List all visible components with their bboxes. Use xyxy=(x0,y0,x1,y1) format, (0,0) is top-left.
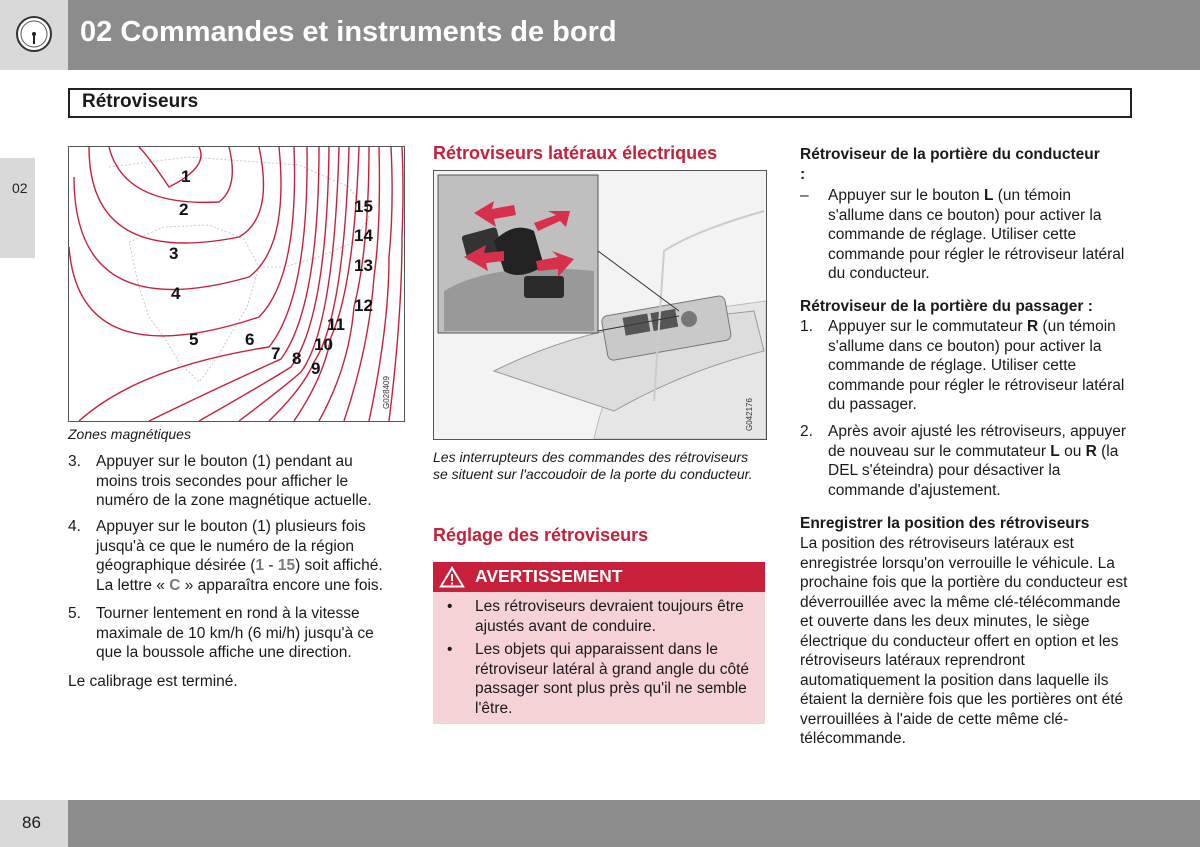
zone-label-14: 14 xyxy=(354,226,373,245)
mirror-adjust-heading: Réglage des rétroviseurs xyxy=(433,525,649,545)
chapter-side-tab xyxy=(0,158,35,258)
page-number: 86 xyxy=(22,813,41,832)
zone-label-11: 11 xyxy=(327,315,345,334)
zone-label-12: 12 xyxy=(354,296,373,315)
page-number-box xyxy=(0,800,68,847)
page-footer xyxy=(0,800,1200,847)
zone-label-15: 15 xyxy=(354,197,373,216)
gauge-icon xyxy=(15,15,53,53)
driver-mirror-heading: Rétroviseur de la portière du conducteur : xyxy=(800,146,1100,183)
zone-label-3: 3 xyxy=(169,244,179,263)
armrest-illustration xyxy=(434,171,766,439)
side-tab-label: 02 xyxy=(12,180,28,196)
chapter-title: 02 Commandes et instruments de bord xyxy=(80,16,617,48)
warning-title: AVERTISSEMENT xyxy=(475,566,623,586)
zone-label-8: 8 xyxy=(292,349,302,368)
zone-label-9: 9 xyxy=(311,359,321,378)
zone-label-1: 1 xyxy=(181,167,191,186)
memory-paragraph: La position des rétroviseurs latéraux est enregistrée lorsqu'on verrouille le véhicule. La prochaine fois que la portière du conducteur est déverrouillée avec la même clé-télécommande et ouverte dans les deux minutes, le siège électrique du conducteur offert en option et les rétroviseurs latéraux reprendront automatiquement la position dans laquelle ils étaient la dernière fois que les portières ont été verrouillées à l'aide de cette même clé-télécommande. xyxy=(800,535,1128,747)
passenger-mirror-heading: Rétroviseur de la portière du passager : xyxy=(800,298,1093,315)
warning-header xyxy=(433,562,765,592)
calibration-done: Le calibrage est terminé. xyxy=(68,673,238,690)
image-code: G042176 xyxy=(745,398,754,431)
mirror-switch-image xyxy=(433,170,767,440)
zone-label-10: 10 xyxy=(314,335,333,354)
section-title: Rétroviseurs xyxy=(82,91,199,112)
footer-bar xyxy=(68,800,1200,847)
magnetic-zones-map-graphic xyxy=(69,147,404,421)
warning-bullet-2: Les objets qui apparaissent dans le rétroviseur latéral à grand angle du côté passager sont plus près qu'il ne semble l'être. xyxy=(475,641,749,717)
map-caption: Zones magnétiques xyxy=(68,426,191,442)
chapter-icon-box xyxy=(0,0,68,70)
switch-caption: Les interrupteurs des commandes des rétroviseurs se situent sur l'accoudoir de la porte du conducteur. xyxy=(433,449,753,482)
zone-label-4: 4 xyxy=(171,284,181,303)
bullet-marker: • xyxy=(447,598,453,615)
electric-mirrors-heading: Rétroviseurs latéraux électriques xyxy=(433,143,718,163)
memory-heading: Enregistrer la position des rétroviseurs xyxy=(800,515,1090,532)
warning-bullet-1: Les rétroviseurs devraient toujours être ajustés avant de conduire. xyxy=(475,598,744,635)
map-code: G028409 xyxy=(382,376,391,409)
zone-label-7: 7 xyxy=(271,344,281,363)
zone-label-13: 13 xyxy=(354,256,373,275)
zone-label-6: 6 xyxy=(245,330,255,349)
magnetic-zones-map xyxy=(68,146,405,422)
bullet-marker: • xyxy=(447,641,453,658)
page-header xyxy=(0,0,1200,70)
section-title-box xyxy=(68,88,1132,118)
zone-label-2: 2 xyxy=(179,200,189,219)
warning-triangle-icon xyxy=(439,565,465,589)
zone-label-5: 5 xyxy=(189,330,199,349)
warning-box xyxy=(433,562,765,724)
